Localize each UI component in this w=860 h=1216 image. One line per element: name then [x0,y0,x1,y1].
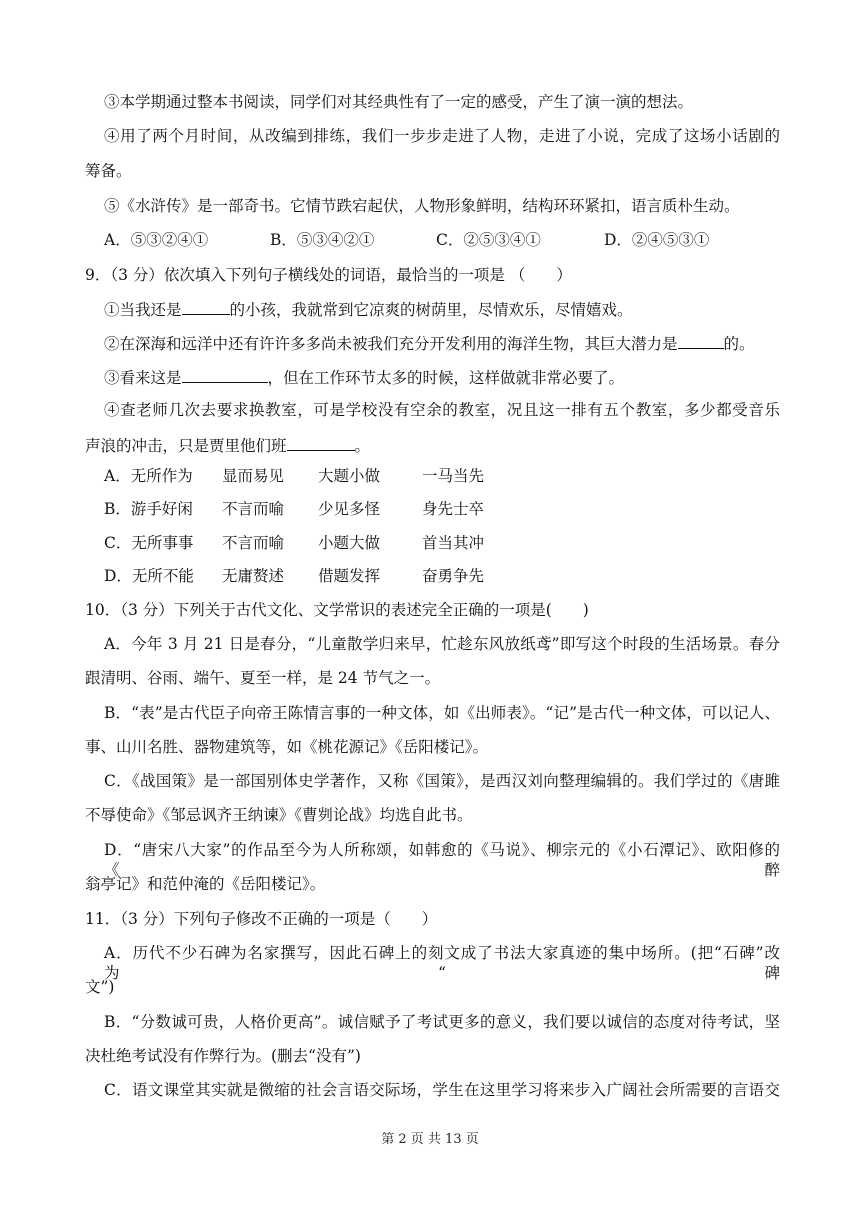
q10-option-b-line-1: B．“表”是古代臣子向帝王陈情言事的一种文体，如《出师表》。“记”是古代一种文体，可以记人、 [104,704,780,722]
q8-option-b: B．⑤③④②① [270,231,375,249]
q10-option-c-line-2: 不辱使命》《邹忌讽齐王纳谏》《曹刿论战》均选自此书。 [85,806,473,824]
q8-option-a: A．⑤③②④① [104,231,209,249]
option-term: C．无所事事 [104,534,194,552]
answer-blank [182,366,268,383]
option-term: 不言而喻 [222,534,285,552]
q9-s1-part-a: ①当我还是 [104,301,182,319]
q11-stem: 11．（3 分）下列句子修改不正确的一项是（ ） [85,910,438,928]
option-term: 少见多怪 [318,500,381,518]
q9-s2-part-a: ②在深海和远洋中还有许许多多尚未被我们充分开发利用的海洋生物，其巨大潜力是 [104,335,678,353]
q10-option-a-line-1: A．今年 3 月 21 日是春分，“儿童散学归来早，忙趁东风放纸鸢”即写这个时段的生活场景。春分 [104,635,780,653]
option-term: D．无所不能 [104,567,194,585]
q11-option-a-line-2: 文”) [85,978,115,996]
option-term: 不言而喻 [222,500,285,518]
q9-option-b [104,499,484,519]
q9-s2-part-b: 的。 [723,335,755,353]
q9-sentence-2 [104,332,755,354]
q8-option-d: D．②④⑤③① [604,231,710,249]
q9-option-a [104,466,484,486]
option-term: 借题发挥 [318,567,381,585]
q9-s4-part-b: 声浪的冲击，只是贾里他们班 [85,437,287,455]
q9-sentence-3 [104,366,624,388]
sentence-5: ⑤《水浒传》是一部奇书。它情节跌宕起伏，人物形象鲜明，结构环环紧扣，语言质朴生动。 [104,197,740,215]
page-footer: 第 2 页 共 13 页 [381,1132,479,1147]
q11-option-a-line-1: A．历代不少石碑为名家撰写，因此石碑上的刻文成了书法大家真迹的集中场所。(把“石碑”改为“碑 [104,944,780,982]
q9-sentence-1 [104,298,633,320]
q10-option-a-line-2: 跟清明、谷雨、端午、夏至一样，是 24 节气之一。 [85,669,441,687]
answer-blank [182,298,230,315]
sentence-4-line-1: ④用了两个月时间，从改编到排练，我们一步步走进了人物，走进了小说，完成了这场小话剧的 [104,127,780,145]
q9-s3-part-b: ，但在工作环节太多的时候，这样做就非常必要了。 [267,369,625,387]
q9-option-c [104,533,484,553]
answer-blank [287,434,355,451]
option-term: 无庸赘述 [222,567,285,585]
sentence-4-line-2: 筹备。 [85,162,132,180]
option-term: 身先士卒 [422,500,485,518]
q11-option-b-line-2: 决杜绝考试没有作弊行为。(删去“没有”) [85,1047,361,1065]
option-term: 小题大做 [318,534,381,552]
q11-option-c-line-1: C．语文课堂其实就是微缩的社会言语交际场，学生在这里学习将来步入广阔社会所需要的言语交 [104,1081,780,1099]
option-term: A．无所作为 [104,467,193,485]
option-term: B．游手好闲 [104,500,193,518]
option-term: 显而易见 [222,467,285,485]
q9-sentence-4-line-2 [85,434,370,456]
q10-option-d-line-2: 翁亭记》和范仲淹的《岳阳楼记》。 [85,875,326,893]
q10-option-b-line-2: 事、山川名胜、器物建筑等，如《桃花源记》《岳阳楼记》。 [85,738,489,756]
option-term: 奋勇争先 [422,567,485,585]
q9-option-d [104,566,484,586]
answer-blank [678,332,724,349]
q11-option-b-line-1: B．“分数诚可贵，人格价更高”。诚信赋予了考试更多的意义，我们要以诚信的态度对待考试，坚 [104,1013,780,1031]
sentence-3: ③本学期通过整本书阅读，同学们对其经典性有了一定的感受，产生了演一演的想法。 [104,93,694,111]
q9-s1-part-b: 的小孩，我就常到它凉爽的树荫里，尽情欢乐，尽情嬉戏。 [229,301,633,319]
q9-stem: 9．（3 分）依次填入下列句子横线处的词语，最恰当的一项是 （ ） [85,266,572,284]
q10-option-c-line-1: C．《战国策》是一部国别体史学著作，又称《国策》，是西汉刘向整理编辑的。我们学过的《唐雎 [104,772,780,790]
q10-stem: 10．（3 分）下列关于古代文化、文学常识的表述完全正确的一项是( ) [85,601,589,619]
q9-s4-part-c: 。 [354,437,371,455]
q9-sentence-4-line-1: ④查老师几次去要求换教室，可是学校没有空余的教室，况且这一排有五个教室，多少都受音乐 [104,401,780,419]
q10-option-d-line-1: D．“唐宋八大家”的作品至今为人所称颂，如韩愈的《马说》、柳宗元的《小石潭记》、欧阳修的《醉 [104,841,780,879]
option-term: 首当其冲 [422,534,485,552]
q8-options [104,230,709,250]
q8-option-c: C．②⑤③④① [436,231,541,249]
q9-s3-part-a: ③看来这是 [104,369,182,387]
option-term: 一马当先 [422,467,485,485]
option-term: 大题小做 [318,467,381,485]
